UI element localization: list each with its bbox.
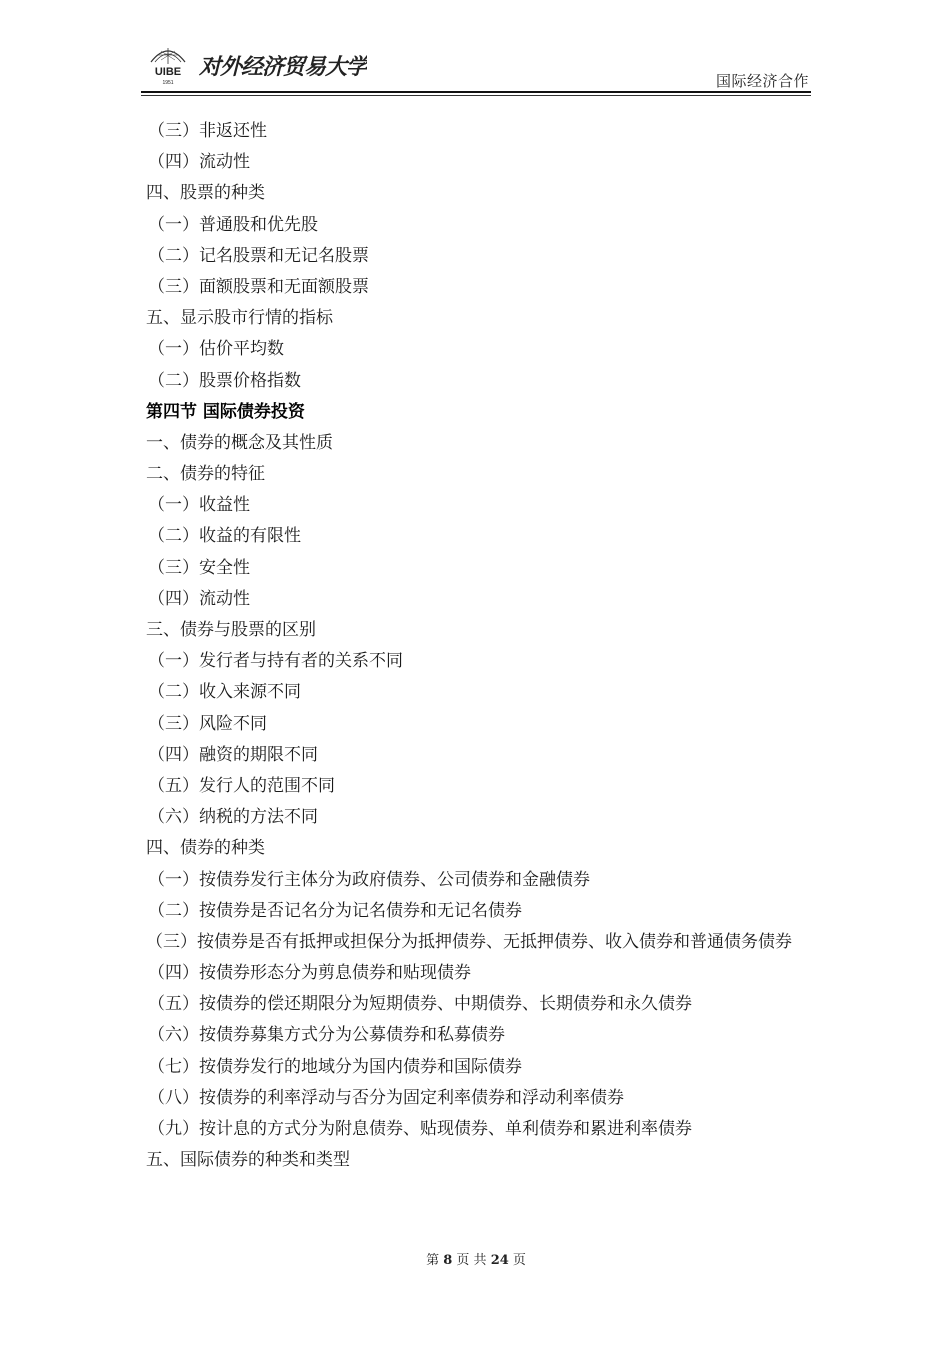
outline-item: 四、股票的种类 [146, 183, 265, 204]
outline-subitem: （二）股票价格指数 [148, 370, 301, 391]
page-header [141, 40, 811, 94]
outline-item: 一、债券的概念及其性质 [146, 432, 333, 453]
outline-subitem: （三）非返还性 [148, 121, 267, 141]
outline-subitem: （一）收益性 [148, 495, 250, 516]
footer-total-pages: 24 [490, 1253, 509, 1268]
outline-subitem: （五）按债券的偿还期限分为短期债券、中期债券、长期债券和永久债券 [148, 994, 692, 1015]
outline-subitem: （一）按债券发行主体分为政府债券、公司债券和金融债券 [148, 869, 590, 890]
outline-subitem: （四）流动性 [148, 152, 250, 173]
university-logo [141, 40, 371, 88]
outline-item: 二、债券的特征 [146, 464, 265, 485]
footer-middle: 页 共 [456, 1253, 487, 1268]
outline-subitem: （一）发行者与持有者的关系不同 [148, 651, 403, 672]
outline-subitem: （二）按债券是否记名分为记名债券和无记名债券 [148, 900, 522, 921]
outline-subitem: （四）融资的期限不同 [148, 744, 318, 765]
outline-subitem: （三）风险不同 [148, 713, 267, 734]
emblem-text: UIBE [154, 66, 182, 78]
footer-prefix: 第 [426, 1253, 440, 1268]
outline-item: 五、显示股市行情的指标 [146, 308, 333, 329]
outline-subitem: （五）发行人的范围不同 [148, 775, 335, 796]
outline-subitem: （六）纳税的方法不同 [148, 807, 318, 828]
university-emblem-icon [145, 42, 191, 86]
outline-subitem: （六）按债券募集方式分为公募债券和私募债券 [148, 1025, 505, 1046]
outline-subitem: （八）按债券的利率浮动与否分为固定利率债券和浮动利率债券 [148, 1087, 624, 1108]
outline-subitem: （三）安全性 [148, 557, 250, 578]
outline-subitem: （三）按债券是否有抵押或担保分为抵押债券、无抵押债券、收入债券和普通债务债券 [146, 931, 792, 952]
outline-subitem: （三）面额股票和无面额股票 [148, 276, 369, 297]
section-heading: 第四节 国际债券投资 [146, 401, 305, 422]
outline-item: 四、债券的种类 [146, 838, 265, 859]
outline-subitem: （七）按债券发行的地域分为国内债券和国际债券 [148, 1056, 522, 1077]
outline-subitem: （四）按债券形态分为剪息债券和贴现债券 [148, 963, 471, 984]
outline-subitem: （一）估价平均数 [148, 339, 284, 360]
university-name: 对外经济贸易大学 [199, 54, 367, 80]
footer-suffix: 页 [512, 1253, 526, 1268]
outline-item: 三、债券与股票的区别 [146, 620, 316, 640]
header-rule-thin [141, 95, 811, 96]
outline-subitem: （二）收入来源不同 [148, 682, 301, 703]
outline-subitem: （九）按计息的方式分为附息债券、贴现债券、单利债券和累进利率债券 [148, 1119, 692, 1140]
university-name-calligraphy [197, 48, 367, 82]
footer-page-number: 8 [443, 1253, 453, 1268]
header-rule [141, 91, 811, 93]
page-footer [0, 1249, 952, 1268]
outline-subitem: （一）普通股和优先股 [148, 214, 318, 235]
outline-item: 五、国际债券的种类和类型 [146, 1150, 350, 1171]
document-body [146, 116, 812, 1176]
outline-subitem: （二）记名股票和无记名股票 [148, 245, 369, 266]
outline-subitem: （四）流动性 [148, 588, 250, 609]
outline-subitem: （二）收益的有限性 [148, 526, 301, 547]
emblem-year: 1951 [162, 80, 174, 86]
course-title: 国际经济合作 [715, 72, 809, 90]
